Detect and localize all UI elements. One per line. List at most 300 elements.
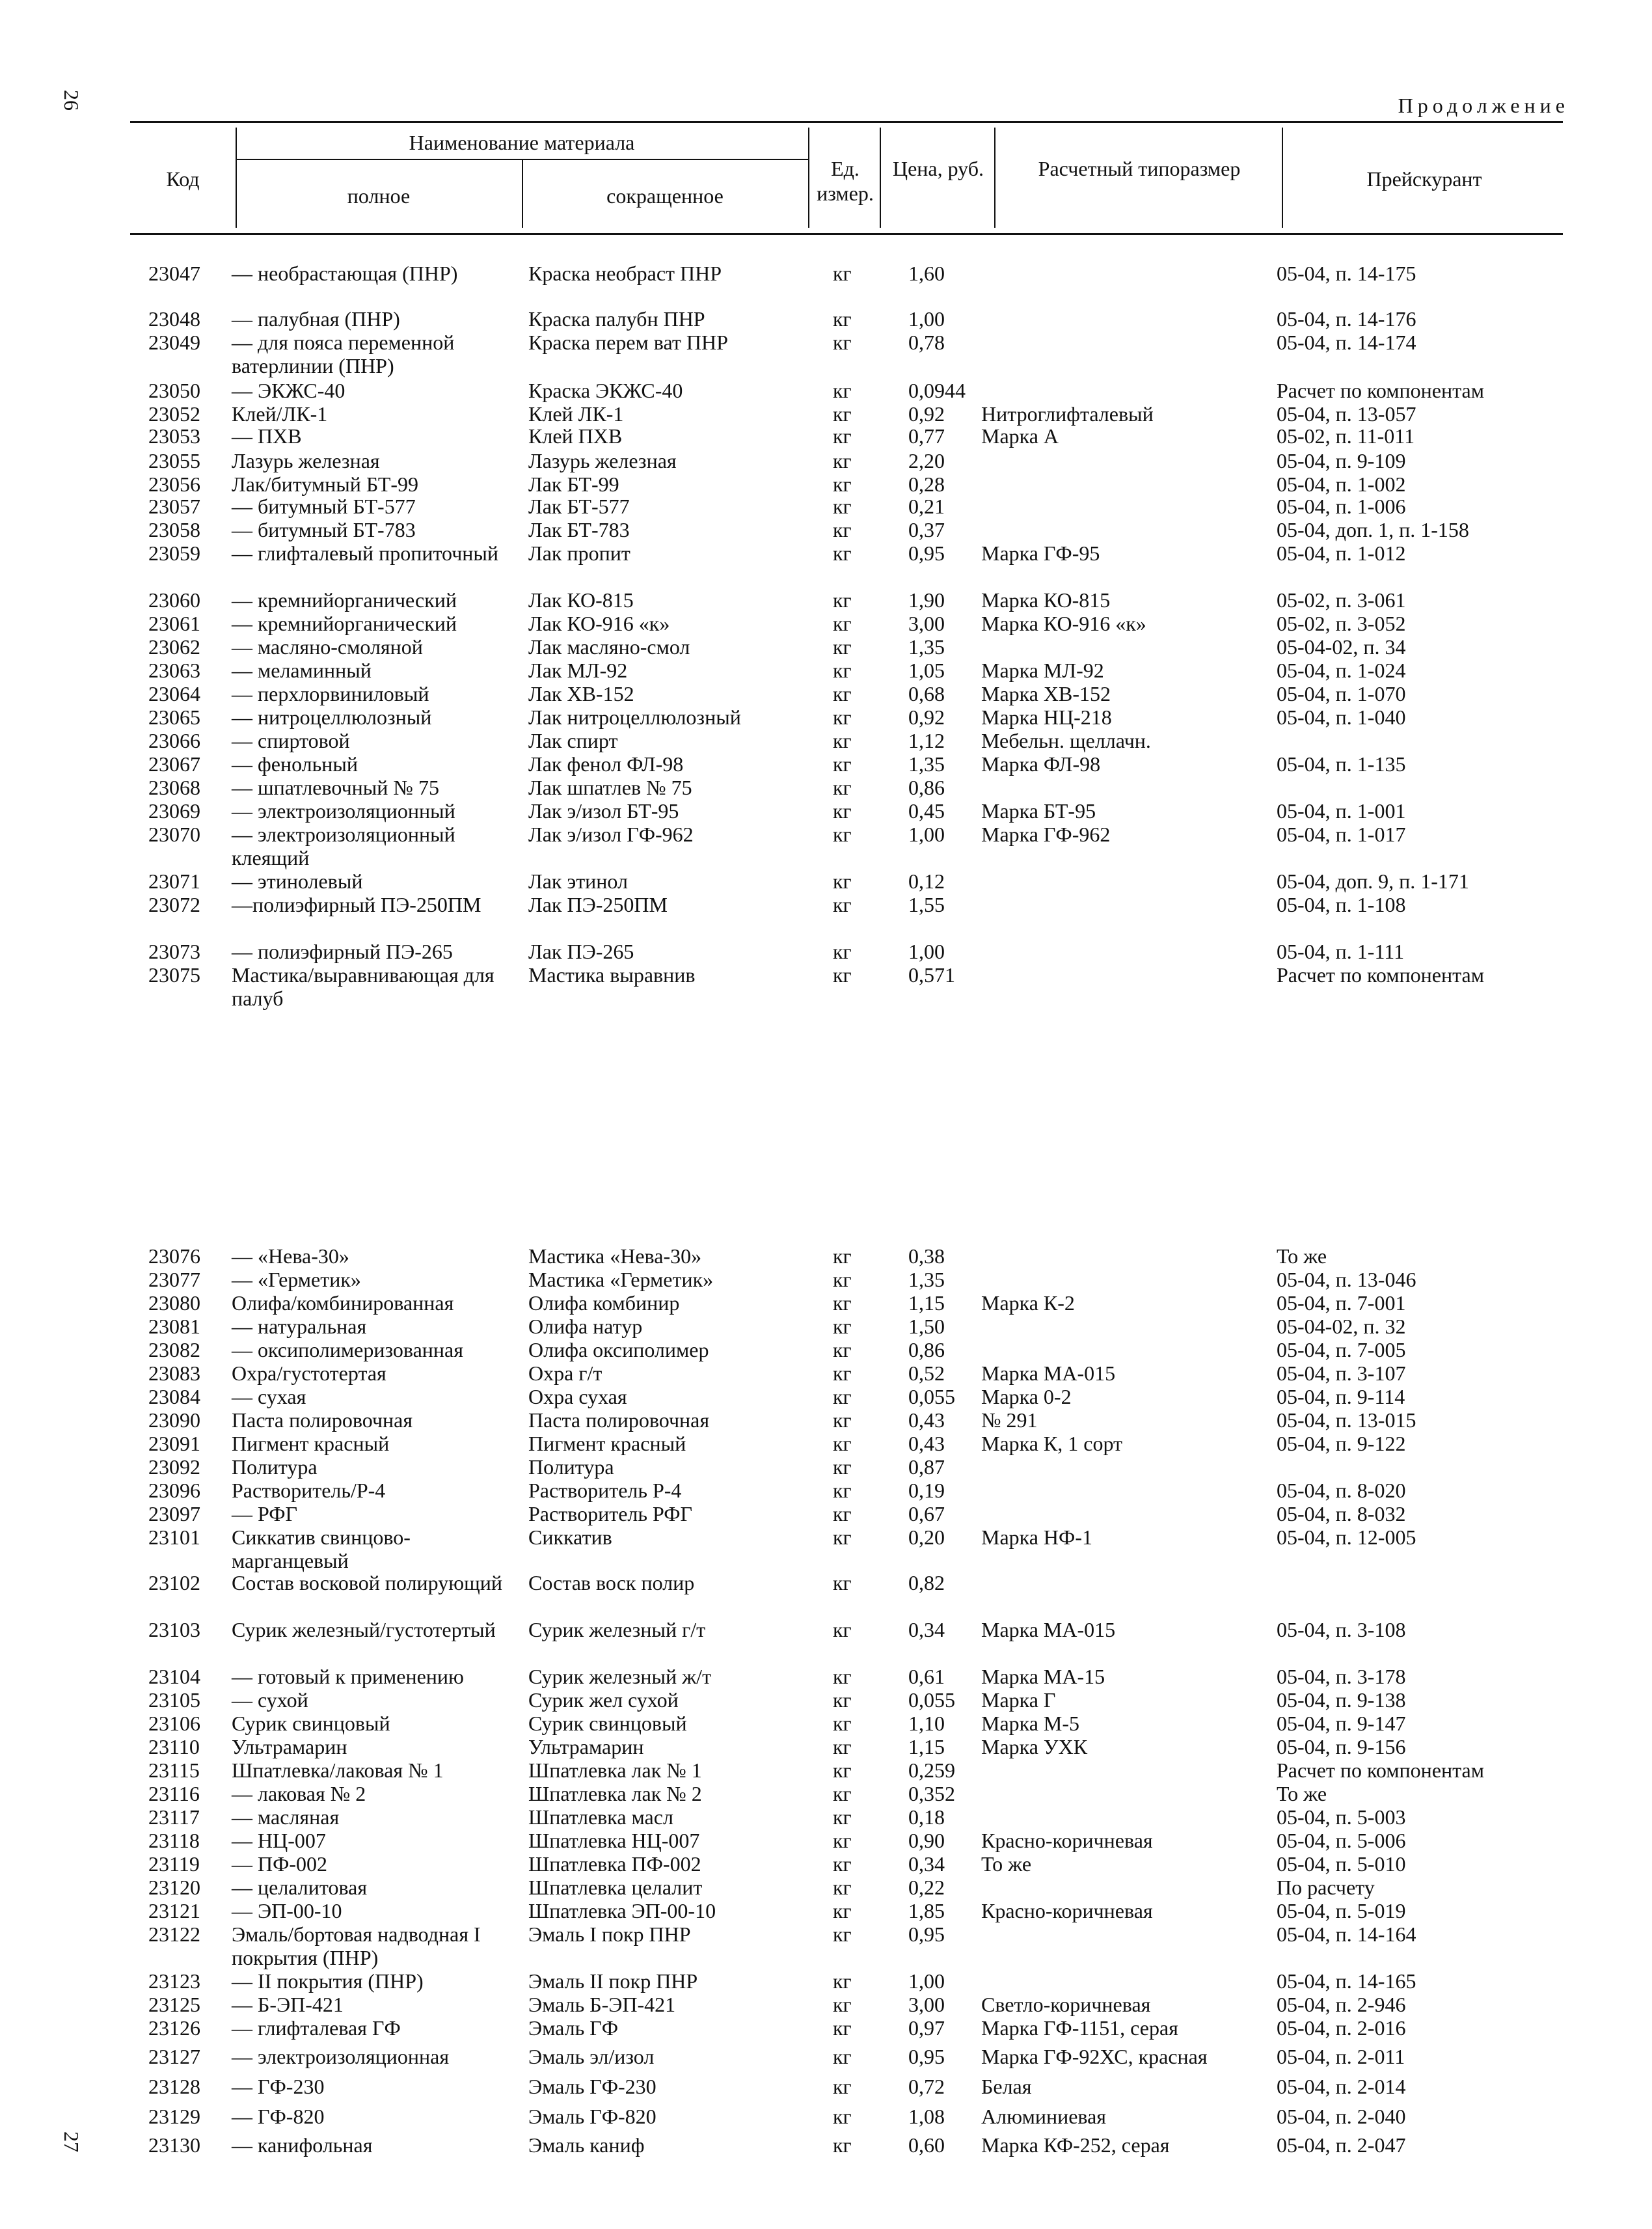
cell-full: — для пояса переменной ватерлинии (ПНР) bbox=[232, 331, 455, 377]
cell-code: 23049 bbox=[148, 331, 200, 354]
cell-unit: кг bbox=[833, 752, 852, 776]
header-code: Код bbox=[166, 167, 200, 191]
cell-price: 1,15 bbox=[908, 1735, 945, 1758]
cell-full: — спиртовой bbox=[232, 729, 350, 752]
cell-unit: кг bbox=[833, 635, 852, 659]
cell-pricelist: 05-04, п. 14-164 bbox=[1277, 1922, 1416, 1946]
cell-size: № 291 bbox=[981, 1408, 1038, 1432]
cell-code: 23091 bbox=[148, 1432, 200, 1455]
cell-full: — РФГ bbox=[232, 1502, 298, 1525]
cell-code: 23068 bbox=[148, 776, 200, 799]
cell-unit: кг bbox=[833, 612, 852, 635]
header-bottom-rule bbox=[130, 233, 1563, 235]
cell-pricelist: 05-04, п. 5-010 bbox=[1277, 1852, 1406, 1876]
cell-unit: кг bbox=[833, 1244, 852, 1268]
cell-pricelist: Расчет по компонентам bbox=[1277, 963, 1484, 987]
cell-short: Шпатлевка НЦ-007 bbox=[528, 1829, 700, 1852]
cell-code: 23126 bbox=[148, 2016, 200, 2040]
cell-unit: кг bbox=[833, 1688, 852, 1712]
cell-pricelist: 05-04, п. 13-046 bbox=[1277, 1268, 1416, 1291]
cell-price: 3,00 bbox=[908, 1993, 945, 2016]
cell-short: Растворитель РФГ bbox=[528, 1502, 692, 1525]
cell-code: 23104 bbox=[148, 1665, 200, 1688]
cell-full: Ультрамарин bbox=[232, 1735, 347, 1758]
cell-unit: кг bbox=[833, 1502, 852, 1525]
cell-pricelist: 05-04, доп. 1, п. 1-158 bbox=[1277, 518, 1469, 541]
cell-code: 23057 bbox=[148, 495, 200, 518]
cell-unit: кг bbox=[833, 379, 852, 402]
cell-full: — нитроцеллюлозный bbox=[232, 705, 432, 729]
cell-unit: кг bbox=[833, 1408, 852, 1432]
cell-short: Эмаль ГФ bbox=[528, 2016, 618, 2040]
header-divider-5 bbox=[994, 128, 995, 228]
cell-unit: кг bbox=[833, 2133, 852, 2157]
cell-code: 23056 bbox=[148, 472, 200, 496]
header-divider-4 bbox=[880, 128, 881, 228]
cell-price: 0,77 bbox=[908, 424, 945, 448]
cell-full: — ЭП-00-10 bbox=[232, 1899, 342, 1922]
cell-short: Лак ПЭ-265 bbox=[528, 940, 634, 963]
cell-size: Марка А bbox=[981, 424, 1059, 448]
cell-pricelist: То же bbox=[1277, 1782, 1327, 1805]
cell-pricelist: 05-04, п. 2-016 bbox=[1277, 2016, 1406, 2040]
cell-short: Лак нитроцеллюлозный bbox=[528, 705, 741, 729]
cell-short: Лак этинол bbox=[528, 869, 628, 893]
header-unit: Ед. измер. bbox=[817, 157, 874, 205]
cell-pricelist: 05-04, п. 1-040 bbox=[1277, 705, 1406, 729]
cell-full: — масляно-смоляной bbox=[232, 635, 423, 659]
cell-full: — кремнийорганический bbox=[232, 588, 457, 612]
cell-full: — НЦ-007 bbox=[232, 1829, 326, 1852]
cell-price: 0,055 bbox=[908, 1688, 955, 1712]
cell-full: — необрастающая (ПНР) bbox=[232, 262, 458, 285]
cell-price: 0,86 bbox=[908, 776, 945, 799]
cell-pricelist: 05-04, п. 7-001 bbox=[1277, 1291, 1406, 1315]
cell-full: — оксиполимеризованная bbox=[232, 1338, 463, 1361]
cell-pricelist: 05-04, п. 12-005 bbox=[1277, 1525, 1416, 1549]
cell-code: 23062 bbox=[148, 635, 200, 659]
cell-unit: кг bbox=[833, 541, 852, 565]
cell-price: 0,97 bbox=[908, 2016, 945, 2040]
cell-pricelist: 05-04, п. 1-111 bbox=[1277, 940, 1405, 963]
cell-full: Политура bbox=[232, 1455, 318, 1479]
cell-size: Марка КФ-252, серая bbox=[981, 2133, 1170, 2157]
cell-pricelist: 05-04, п. 9-109 bbox=[1277, 449, 1406, 472]
cell-code: 23096 bbox=[148, 1479, 200, 1502]
cell-price: 0,95 bbox=[908, 541, 945, 565]
cell-short: Олифа натур bbox=[528, 1315, 643, 1338]
header-price: Цена, руб. bbox=[892, 157, 984, 180]
cell-unit: кг bbox=[833, 1291, 852, 1315]
cell-pricelist: 05-04, п. 8-020 bbox=[1277, 1479, 1406, 1502]
cell-price: 0,12 bbox=[908, 869, 945, 893]
cell-short: Лак МЛ-92 bbox=[528, 659, 628, 682]
cell-unit: кг bbox=[833, 1758, 852, 1782]
cell-short: Эмаль эл/изол bbox=[528, 2045, 655, 2068]
cell-price: 0,0944 bbox=[908, 379, 966, 402]
cell-full: — ГФ-230 bbox=[232, 2075, 325, 2098]
cell-unit: кг bbox=[833, 705, 852, 729]
cell-size: Марка НЦ-218 bbox=[981, 705, 1112, 729]
cell-full: —полиэфирный ПЭ-250ПМ bbox=[232, 893, 481, 916]
cell-full: Лак/битумный БТ-99 bbox=[232, 472, 419, 496]
cell-pricelist: 05-04, п. 1-108 bbox=[1277, 893, 1406, 916]
cell-full: — II покрытия (ПНР) bbox=[232, 1969, 424, 1993]
cell-pricelist: 05-04, п. 1-012 bbox=[1277, 541, 1406, 565]
cell-code: 23118 bbox=[148, 1829, 200, 1852]
cell-pricelist: 05-04, п. 9-147 bbox=[1277, 1712, 1406, 1735]
cell-unit: кг bbox=[833, 1876, 852, 1899]
cell-size: Мебельн. щеллачн. bbox=[981, 729, 1151, 752]
cell-unit: кг bbox=[833, 893, 852, 916]
cell-price: 0,055 bbox=[908, 1385, 955, 1408]
cell-full: — меламинный bbox=[232, 659, 372, 682]
cell-full: — готовый к применению bbox=[232, 1665, 464, 1688]
cell-full: Охра/густотертая bbox=[232, 1361, 386, 1385]
cell-full: — масляная bbox=[232, 1805, 340, 1829]
cell-unit: кг bbox=[833, 495, 852, 518]
page-number-top: 26 bbox=[60, 90, 83, 111]
cell-code: 23084 bbox=[148, 1385, 200, 1408]
cell-price: 0,72 bbox=[908, 2075, 945, 2098]
cell-full: — битумный БТ-577 bbox=[232, 495, 416, 518]
cell-unit: кг bbox=[833, 1735, 852, 1758]
cell-unit: кг bbox=[833, 1665, 852, 1688]
cell-pricelist: 05-04-02, п. 32 bbox=[1277, 1315, 1406, 1338]
cell-price: 0,45 bbox=[908, 799, 945, 823]
cell-price: 0,60 bbox=[908, 2133, 945, 2157]
cell-size: То же bbox=[981, 1852, 1032, 1876]
cell-short: Сурик железный ж/т bbox=[528, 1665, 712, 1688]
cell-price: 2,20 bbox=[908, 449, 945, 472]
cell-price: 0,61 bbox=[908, 1665, 945, 1688]
cell-size: Алюминиевая bbox=[981, 2105, 1106, 2128]
cell-price: 1,35 bbox=[908, 635, 945, 659]
cell-unit: кг bbox=[833, 2105, 852, 2128]
cell-pricelist: 05-04, п. 9-122 bbox=[1277, 1432, 1406, 1455]
cell-size: Красно-коричневая bbox=[981, 1899, 1153, 1922]
cell-unit: кг bbox=[833, 1361, 852, 1385]
cell-full: Сиккатив свинцово-марганцевый bbox=[232, 1525, 411, 1572]
cell-code: 23092 bbox=[148, 1455, 200, 1479]
cell-size: Марка МА-15 bbox=[981, 1665, 1105, 1688]
cell-short: Растворитель Р-4 bbox=[528, 1479, 682, 1502]
cell-unit: кг bbox=[833, 659, 852, 682]
cell-short: Эмаль II покр ПНР bbox=[528, 1969, 698, 1993]
cell-pricelist: 05-04, п. 1-006 bbox=[1277, 495, 1406, 518]
cell-code: 23067 bbox=[148, 752, 200, 776]
cell-price: 1,12 bbox=[908, 729, 945, 752]
cell-short: Лак КО-815 bbox=[528, 588, 634, 612]
cell-pricelist: 05-04, п. 14-176 bbox=[1277, 307, 1416, 331]
cell-code: 23101 bbox=[148, 1525, 200, 1549]
cell-short: Лак ПЭ-250ПМ bbox=[528, 893, 668, 916]
cell-unit: кг bbox=[833, 518, 852, 541]
cell-short: Эмаль Б-ЭП-421 bbox=[528, 1993, 676, 2016]
cell-short: Лак фенол ФЛ-98 bbox=[528, 752, 684, 776]
cell-short: Сурик свинцовый bbox=[528, 1712, 687, 1735]
cell-pricelist: 05-04, п. 3-108 bbox=[1277, 1618, 1406, 1641]
cell-full: Сурик железный/густотертый bbox=[232, 1618, 496, 1641]
cell-size: Марка ФЛ-98 bbox=[981, 752, 1101, 776]
cell-unit: кг bbox=[833, 2045, 852, 2068]
cell-price: 0,68 bbox=[908, 682, 945, 705]
cell-short: Лак э/изол БТ-95 bbox=[528, 799, 679, 823]
cell-short: Лак э/изол ГФ-962 bbox=[528, 823, 694, 846]
cell-unit: кг bbox=[833, 1969, 852, 1993]
cell-full: Мастика/выравнивающая для палуб bbox=[232, 963, 494, 1010]
cell-unit: кг bbox=[833, 402, 852, 426]
cell-short: Лак БТ-783 bbox=[528, 518, 630, 541]
cell-size: Нитроглифталевый bbox=[981, 402, 1154, 426]
cell-pricelist: 05-02, п. 3-052 bbox=[1277, 612, 1406, 635]
cell-unit: кг bbox=[833, 1899, 852, 1922]
cell-pricelist: 05-04, п. 1-002 bbox=[1277, 472, 1406, 496]
cell-code: 23110 bbox=[148, 1735, 200, 1758]
cell-pricelist: 05-04, п. 2-011 bbox=[1277, 2045, 1405, 2068]
header-pricelist: Прейскурант bbox=[1366, 167, 1482, 191]
cell-short: Клей ПХВ bbox=[528, 424, 623, 448]
cell-code: 23069 bbox=[148, 799, 200, 823]
cell-size: Марка К-2 bbox=[981, 1291, 1075, 1315]
cell-full: Олифа/комбинированная bbox=[232, 1291, 454, 1315]
cell-full: — полиэфирный ПЭ-265 bbox=[232, 940, 453, 963]
cell-code: 23116 bbox=[148, 1782, 200, 1805]
cell-code: 23121 bbox=[148, 1899, 200, 1922]
continuation-label: Продолжение bbox=[1398, 94, 1569, 117]
cell-unit: кг bbox=[833, 776, 852, 799]
cell-price: 0,43 bbox=[908, 1408, 945, 1432]
cell-code: 23047 bbox=[148, 262, 200, 285]
cell-unit: кг bbox=[833, 940, 852, 963]
cell-code: 23076 bbox=[148, 1244, 200, 1268]
cell-short: Паста полировочная bbox=[528, 1408, 710, 1432]
cell-price: 0,18 bbox=[908, 1805, 945, 1829]
cell-pricelist: 05-04, п. 14-175 bbox=[1277, 262, 1416, 285]
cell-short: Клей ЛК-1 bbox=[528, 402, 624, 426]
header-short: сокращенное bbox=[606, 184, 724, 208]
cell-short: Охра сухая bbox=[528, 1385, 627, 1408]
cell-code: 23081 bbox=[148, 1315, 200, 1338]
cell-pricelist: 05-04, п. 9-138 bbox=[1277, 1688, 1406, 1712]
cell-short: Лак спирт bbox=[528, 729, 618, 752]
cell-full: Растворитель/Р-4 bbox=[232, 1479, 386, 1502]
cell-pricelist: 05-04, п. 1-024 bbox=[1277, 659, 1406, 682]
cell-size: Марка ГФ-95 bbox=[981, 541, 1100, 565]
cell-short: Эмаль I покр ПНР bbox=[528, 1922, 691, 1946]
cell-unit: кг bbox=[833, 1712, 852, 1735]
cell-pricelist: 05-04-02, п. 34 bbox=[1277, 635, 1406, 659]
cell-price: 1,50 bbox=[908, 1315, 945, 1338]
cell-pricelist: 05-02, п. 3-061 bbox=[1277, 588, 1406, 612]
cell-full: — «Нева-30» bbox=[232, 1244, 349, 1268]
cell-short: Шпатлевка масл bbox=[528, 1805, 673, 1829]
cell-code: 23059 bbox=[148, 541, 200, 565]
cell-price: 0,92 bbox=[908, 402, 945, 426]
cell-full: — перхлорвиниловый bbox=[232, 682, 429, 705]
cell-size: Марка Г bbox=[981, 1688, 1056, 1712]
cell-short: Лак шпатлев № 75 bbox=[528, 776, 692, 799]
cell-code: 23097 bbox=[148, 1502, 200, 1525]
cell-code: 23070 bbox=[148, 823, 200, 846]
cell-code: 23072 bbox=[148, 893, 200, 916]
cell-price: 0,82 bbox=[908, 1571, 945, 1594]
cell-pricelist: 05-04, п. 13-015 bbox=[1277, 1408, 1416, 1432]
header-top-rule bbox=[130, 121, 1563, 123]
cell-price: 1,60 bbox=[908, 262, 945, 285]
cell-full: — глифталевая ГФ bbox=[232, 2016, 401, 2040]
cell-pricelist: 05-04, п. 1-135 bbox=[1277, 752, 1406, 776]
cell-price: 1,05 bbox=[908, 659, 945, 682]
cell-short: Лак масляно-смол bbox=[528, 635, 690, 659]
cell-code: 23082 bbox=[148, 1338, 200, 1361]
cell-size: Белая bbox=[981, 2075, 1032, 2098]
cell-size: Марка 0-2 bbox=[981, 1385, 1072, 1408]
header-full: полное bbox=[347, 184, 411, 208]
cell-pricelist: 05-04, п. 5-006 bbox=[1277, 1829, 1406, 1852]
header-name-group: Наименование материала bbox=[409, 131, 635, 154]
cell-code: 23071 bbox=[148, 869, 200, 893]
cell-size: Марка ГФ-1151, серая bbox=[981, 2016, 1178, 2040]
cell-price: 0,78 bbox=[908, 331, 945, 354]
cell-price: 1,10 bbox=[908, 1712, 945, 1735]
cell-pricelist: 05-04, п. 2-047 bbox=[1277, 2133, 1406, 2157]
cell-pricelist: 05-04, п. 2-040 bbox=[1277, 2105, 1406, 2128]
cell-short: Лак пропит bbox=[528, 541, 630, 565]
cell-price: 0,90 bbox=[908, 1829, 945, 1852]
cell-pricelist: 05-04, п. 5-003 bbox=[1277, 1805, 1406, 1829]
cell-full: — этинолевый bbox=[232, 869, 363, 893]
cell-short: Краска палубн ПНР bbox=[528, 307, 705, 331]
cell-code: 23125 bbox=[148, 1993, 200, 2016]
cell-full: Паста полировочная bbox=[232, 1408, 413, 1432]
cell-short: Краска необраст ПНР bbox=[528, 262, 722, 285]
cell-price: 0,259 bbox=[908, 1758, 955, 1782]
cell-code: 23060 bbox=[148, 588, 200, 612]
cell-code: 23106 bbox=[148, 1712, 200, 1735]
cell-code: 23061 bbox=[148, 612, 200, 635]
cell-price: 0,571 bbox=[908, 963, 955, 987]
cell-size: Марка МА-015 bbox=[981, 1618, 1116, 1641]
cell-unit: кг bbox=[833, 588, 852, 612]
cell-pricelist: 05-04, п. 3-178 bbox=[1277, 1665, 1406, 1688]
cell-unit: кг bbox=[833, 1338, 852, 1361]
header-divider-3 bbox=[808, 128, 809, 228]
cell-unit: кг bbox=[833, 1829, 852, 1852]
cell-pricelist: Расчет по компонентам bbox=[1277, 1758, 1484, 1782]
cell-size: Марка БТ-95 bbox=[981, 799, 1096, 823]
cell-full: — ГФ-820 bbox=[232, 2105, 325, 2128]
cell-size: Марка УХК bbox=[981, 1735, 1088, 1758]
cell-full: — натуральная bbox=[232, 1315, 367, 1338]
cell-pricelist: То же bbox=[1277, 1244, 1327, 1268]
cell-price: 0,86 bbox=[908, 1338, 945, 1361]
cell-size: Марка МА-015 bbox=[981, 1361, 1116, 1385]
cell-short: Лак БТ-577 bbox=[528, 495, 630, 518]
cell-price: 1,35 bbox=[908, 1268, 945, 1291]
cell-full: — электроизоляционная bbox=[232, 2045, 450, 2068]
cell-unit: кг bbox=[833, 1852, 852, 1876]
cell-full: — «Герметик» bbox=[232, 1268, 361, 1291]
cell-short: Мастика «Нева-30» bbox=[528, 1244, 702, 1268]
cell-code: 23077 bbox=[148, 1268, 200, 1291]
cell-full: — ЭКЖС-40 bbox=[232, 379, 345, 402]
cell-price: 1,55 bbox=[908, 893, 945, 916]
cell-unit: кг bbox=[833, 869, 852, 893]
cell-unit: кг bbox=[833, 262, 852, 285]
cell-code: 23105 bbox=[148, 1688, 200, 1712]
cell-short: Состав воск полир bbox=[528, 1571, 695, 1594]
cell-size: Марка ГФ-962 bbox=[981, 823, 1111, 846]
cell-full: — лаковая № 2 bbox=[232, 1782, 366, 1805]
cell-code: 23065 bbox=[148, 705, 200, 729]
cell-short: Мастика «Герметик» bbox=[528, 1268, 714, 1291]
cell-pricelist: 05-04, п. 9-156 bbox=[1277, 1735, 1406, 1758]
cell-short: Краска ЭКЖС-40 bbox=[528, 379, 683, 402]
cell-unit: кг bbox=[833, 424, 852, 448]
cell-short: Лазурь железная bbox=[528, 449, 677, 472]
cell-price: 1,15 bbox=[908, 1291, 945, 1315]
cell-price: 0,87 bbox=[908, 1455, 945, 1479]
cell-code: 23127 bbox=[148, 2045, 200, 2068]
cell-code: 23120 bbox=[148, 1876, 200, 1899]
cell-size: Марка НФ-1 bbox=[981, 1525, 1092, 1549]
cell-code: 23073 bbox=[148, 940, 200, 963]
cell-code: 23066 bbox=[148, 729, 200, 752]
cell-unit: кг bbox=[833, 2016, 852, 2040]
cell-short: Эмаль ГФ-230 bbox=[528, 2075, 657, 2098]
cell-short: Сурик жел сухой bbox=[528, 1688, 679, 1712]
cell-unit: кг bbox=[833, 1571, 852, 1594]
cell-short: Олифа оксиполимер bbox=[528, 1338, 709, 1361]
cell-code: 23058 bbox=[148, 518, 200, 541]
cell-unit: кг bbox=[833, 307, 852, 331]
cell-code: 23052 bbox=[148, 402, 200, 426]
cell-full: — кремнийорганический bbox=[232, 612, 457, 635]
cell-full: — сухой bbox=[232, 1688, 308, 1712]
cell-unit: кг bbox=[833, 2075, 852, 2098]
cell-price: 0,95 bbox=[908, 1922, 945, 1946]
cell-code: 23090 bbox=[148, 1408, 200, 1432]
cell-unit: кг bbox=[833, 1268, 852, 1291]
cell-full: Шпатлевка/лаковая № 1 bbox=[232, 1758, 444, 1782]
cell-full: Сурик свинцовый bbox=[232, 1712, 390, 1735]
cell-full: — электроизоляционный bbox=[232, 799, 455, 823]
cell-pricelist: 05-04, п. 2-946 bbox=[1277, 1993, 1406, 2016]
cell-code: 23048 bbox=[148, 307, 200, 331]
cell-full: Пигмент красный bbox=[232, 1432, 390, 1455]
cell-unit: кг bbox=[833, 449, 852, 472]
cell-pricelist: 05-04, п. 8-032 bbox=[1277, 1502, 1406, 1525]
cell-short: Ультрамарин bbox=[528, 1735, 644, 1758]
cell-price: 0,21 bbox=[908, 495, 945, 518]
cell-pricelist: 05-04, п. 5-019 bbox=[1277, 1899, 1406, 1922]
cell-code: 23103 bbox=[148, 1618, 200, 1641]
header-divider-6 bbox=[1282, 128, 1283, 228]
cell-code: 23080 bbox=[148, 1291, 200, 1315]
cell-unit: кг bbox=[833, 823, 852, 846]
cell-full: — фенольный bbox=[232, 752, 358, 776]
cell-unit: кг bbox=[833, 1479, 852, 1502]
cell-code: 23102 bbox=[148, 1571, 200, 1594]
cell-size: Марка К, 1 сорт bbox=[981, 1432, 1123, 1455]
cell-pricelist: 05-04, п. 2-014 bbox=[1277, 2075, 1406, 2098]
cell-code: 23083 bbox=[148, 1361, 200, 1385]
cell-size: Марка МЛ-92 bbox=[981, 659, 1104, 682]
cell-pricelist: 05-04, п. 1-001 bbox=[1277, 799, 1406, 823]
cell-unit: кг bbox=[833, 1525, 852, 1549]
cell-unit: кг bbox=[833, 331, 852, 354]
